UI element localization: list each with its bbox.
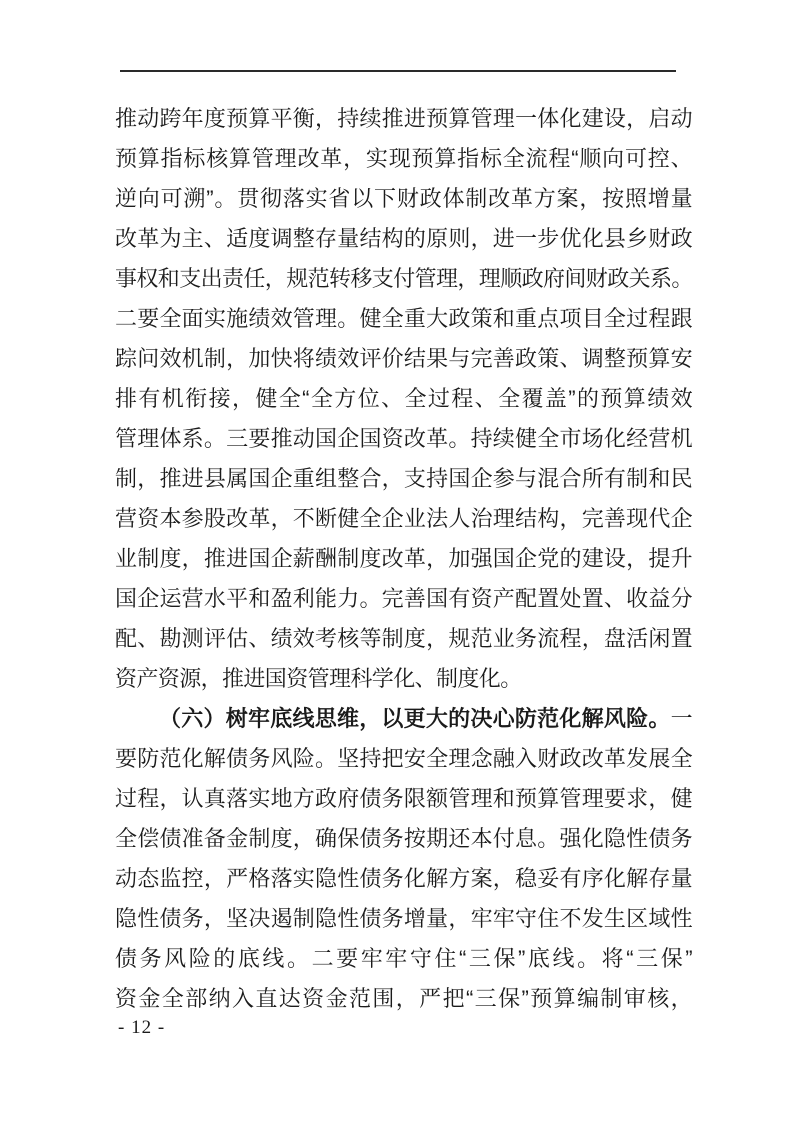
text-line: 二要全面实施绩效管理。健全重大政策和重点项目全过程跟 (115, 306, 692, 331)
text-line: 债务风险的底线。二要牢牢守住“三保”底线。将“三保” (115, 946, 692, 971)
section-heading-tail: 一 (670, 706, 692, 731)
header-rule (120, 70, 676, 72)
page-number: - 12 - (118, 1017, 166, 1038)
section-heading-line (115, 699, 692, 739)
text-line: 动态监控，严格落实隐性债务化解方案，稳妥有序化解存量 (115, 866, 692, 891)
text-line: 要防范化解债务风险。坚持把安全理念融入财政改革发展全 (115, 746, 692, 771)
body-text (115, 99, 692, 1019)
paragraph-1 (115, 99, 692, 699)
text-line: 逆向可溯”。贯彻落实省以下财政体制改革方案，按照增量 (115, 186, 692, 211)
text-line: 制，推进县属国企重组整合，支持国企参与混合所有制和民 (115, 466, 692, 491)
text-line: 改革为主、适度调整存量结构的原则，进一步优化县乡财政 (115, 226, 692, 251)
text-line: 管理体系。三要推动国企国资改革。持续健全市场化经营机 (115, 426, 692, 451)
text-line: 过程，认真落实地方政府债务限额管理和预算管理要求，健 (115, 786, 692, 811)
text-line: 踪问效机制，加快将绩效评价结果与完善政策、调整预算安 (115, 346, 692, 371)
text-line: 配、勘测评估、绩效考核等制度，规范业务流程，盘活闲置 (115, 626, 692, 651)
text-line: 国企运营水平和盈利能力。完善国有资产配置处置、收益分 (115, 586, 692, 611)
paragraph-2 (115, 739, 692, 1019)
section-heading: （六）树牢底线思维，以更大的决心防范化解风险。 (159, 706, 671, 731)
text-line: 隐性债务，坚决遏制隐性债务增量，牢牢守住不发生区域性 (115, 906, 692, 931)
text-line: 预算指标核算管理改革，实现预算指标全流程“顺向可控、 (115, 146, 692, 171)
text-line: 资金全部纳入直达资金范围，严把“三保”预算编制审核， (115, 986, 692, 1011)
text-line: 资产资源，推进国资管理科学化、制度化。 (115, 666, 522, 691)
text-line: 推动跨年度预算平衡，持续推进预算管理一体化建设，启动 (115, 106, 692, 131)
text-line: 事权和支出责任，规范转移支付管理，理顺政府间财政关系。 (115, 266, 693, 291)
text-line: 营资本参股改革，不断健全企业法人治理结构，完善现代企 (115, 506, 692, 531)
text-line: 全偿债准备金制度，确保债务按期还本付息。强化隐性债务 (115, 826, 692, 851)
text-line: 业制度，推进国企薪酬制度改革，加强国企党的建设，提升 (115, 546, 692, 571)
text-line: 排有机衔接，健全“全方位、全过程、全覆盖”的预算绩效 (115, 386, 692, 411)
